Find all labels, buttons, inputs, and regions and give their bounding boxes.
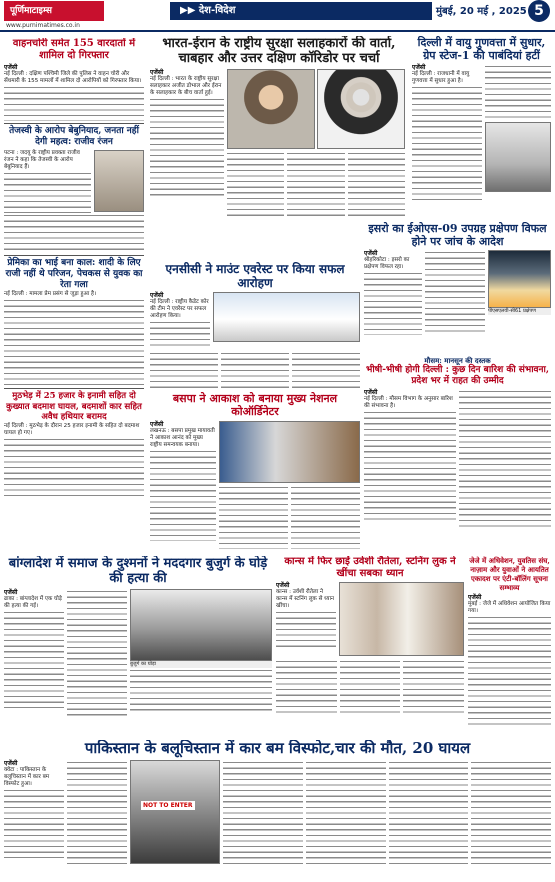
- article-lead: पटना : जदयू के राष्ट्रीय प्रवक्ता राजीव रंजन ने कहा कि तेजस्वी के आरोप बेबुनियाद हैं।: [4, 150, 80, 170]
- byline: एजेंसी: [150, 69, 164, 76]
- byline: एजेंसी: [412, 64, 426, 71]
- article-body: [150, 320, 210, 348]
- page-number: 5: [528, 0, 550, 22]
- article-body: [4, 437, 144, 497]
- byline: एजेंसी: [4, 64, 18, 71]
- isro-story: [364, 222, 551, 352]
- bsp-story: [150, 392, 360, 550]
- jj-story: [468, 556, 551, 736]
- everest-story: [150, 262, 360, 388]
- article-body: [219, 485, 288, 549]
- article-body: [468, 615, 551, 725]
- byline: एजेंसी: [468, 594, 482, 601]
- article-body: [4, 298, 144, 386]
- article-body: [340, 659, 401, 717]
- article-lead: नई दिल्ली : राष्ट्रीय कैडेट कोर की टीम ने एवरेस्ट पर सफल आरोहण किया।: [150, 299, 209, 319]
- article-body: [403, 659, 464, 717]
- everest-team-photo: [213, 292, 360, 342]
- article-body: [276, 659, 337, 717]
- article-lead: नई दिल्ली : मौसम विभाग के अनुसार बारिश की संभावना है।: [364, 396, 453, 409]
- urvashi-photo: [339, 582, 464, 656]
- article-lead: श्रीहरिकोटा : इसरो का प्रक्षेपण विफल रहा।: [364, 257, 410, 270]
- article-body: [4, 213, 144, 253]
- headline-lead: भारत-ईरान के राष्ट्रीय सुरक्षा सलाहकारों की वार्ता, चाबहार और उत्तर दक्षिण कॉरिडोर पर चर्चा: [162, 36, 396, 66]
- headline-pakistan: पाकिस्तान के बलूचिस्तान में कार बम विस्फोट,चार की मौत, 20 घायल: [84, 740, 471, 757]
- article-lead: लखनऊ : बसपा प्रमुख मायावती ने आकाश आनंद को मुख्य राष्ट्रीय समन्वयक बनाया।: [150, 428, 215, 448]
- article-body: [4, 171, 91, 213]
- article-lead: क्वेटा : पाकिस्तान के बलूचिस्तान में कार बम विस्फोट हुआ।: [4, 767, 50, 787]
- article-body: [67, 760, 127, 868]
- byline: एजेंसी: [4, 760, 18, 767]
- headline-isro: इसरो का ईओएस-09 उपग्रह प्रक्षेपण विफल होने पर जांच के आदेश: [368, 222, 547, 248]
- iran-official-photo: [317, 69, 405, 149]
- headline-encounter: मुठभेड़ में 25 हजार के इनामी सहित दो कुख्यात बदमाश घायल, बदमाशों कार सहित अवैध हथियार बरामद: [6, 391, 142, 422]
- headline-cannes: कान्स में फिर छाईं उर्वशी रौतेला, स्टनिंग लुक ने खींचा सबका ध्यान: [284, 556, 456, 579]
- headline-jj: जेजे में अधिवेशन, युवतिस संघ, नाज़ाम और युवाओं ने आयतित एकादश पर एंटी-बॉलिंग सूचना सम्भाव्य: [469, 556, 550, 592]
- blast-photo: [130, 760, 220, 864]
- headline-bangladesh: बांग्लादेश में समाज के दुश्मनों ने मददगार बुजुर्ग के घोड़े की हत्या की: [8, 556, 268, 586]
- article-body: [4, 85, 144, 121]
- article-body: [150, 351, 218, 388]
- article-body: [364, 271, 422, 335]
- article-body: [130, 668, 272, 714]
- smog-photo: [485, 122, 551, 192]
- article-lead: मुंबई : जेजे में अधिवेशन आयोजित किया गया।: [468, 601, 551, 614]
- sign-text: NOT TO ENTER: [143, 802, 193, 809]
- weather-story: [364, 356, 551, 552]
- byline: एजेंसी: [150, 421, 164, 428]
- person-photo: [94, 150, 144, 212]
- bsp-meeting-photo: [219, 421, 360, 483]
- date: मुंबई, 20 मई , 2025: [436, 6, 527, 17]
- divider: [4, 388, 144, 389]
- article-body: [471, 760, 551, 868]
- headline-weather: भीषी-भीषी होगी दिल्ली : कुछ दिन बारिश की संभावना, प्रदेश भर में राहत की उम्मीद: [366, 365, 549, 386]
- article-body: [227, 151, 284, 219]
- byline: एजेंसी: [4, 589, 18, 596]
- article-lead: कान्स : उर्वशी रौतेला ने कान्स में स्टनिंग लुक से ध्यान खींचा।: [276, 589, 335, 609]
- article-lead: नई दिल्ली : राजधानी में वायु गुणवत्ता में सुधार हुआ है।: [412, 71, 470, 84]
- section-label: देश-विदेश: [198, 5, 236, 16]
- article-body: [291, 485, 360, 549]
- delhi-air-story: [412, 36, 551, 220]
- section-title: [170, 2, 432, 20]
- article-body: [459, 389, 551, 529]
- byline: एजेंसी: [150, 292, 164, 299]
- byline: एजेंसी: [364, 250, 378, 257]
- byline: एजेंसी: [364, 389, 378, 396]
- article-body: [425, 250, 485, 332]
- photo-caption: बुजुर्ग का घोड़ा: [130, 661, 272, 668]
- article-body: [150, 97, 224, 197]
- headline-vehicle-theft: वाहनचोरी समेत 155 वारदातों में शामिल दो गिरफ्तार: [12, 38, 136, 61]
- article-lead: ढाका : बांग्लादेश में एक घोड़े की हत्या की गई।: [4, 596, 62, 609]
- article-body: [4, 788, 64, 858]
- doval-photo: [227, 69, 315, 149]
- article-body: [4, 610, 64, 708]
- cannes-story: [276, 556, 464, 736]
- rocket-launch-photo: [488, 250, 551, 308]
- bangladesh-story: [4, 556, 272, 736]
- article-lead: नई दिल्ली : मामला प्रेम प्रसंग से जुड़ा हुआ है।: [4, 291, 97, 297]
- divider: [4, 255, 144, 256]
- article-body: [292, 351, 360, 388]
- article-body: [150, 449, 216, 541]
- horse-photo: [130, 589, 272, 661]
- headline-weather-kicker: मौसम: मानसून की दस्तक: [424, 356, 491, 365]
- article-body: [306, 760, 386, 868]
- photo-caption: पीएसएलवी-सी61 प्रक्षेपण: [488, 308, 551, 315]
- byline: एजेंसी: [276, 582, 290, 589]
- article-body: [485, 64, 551, 122]
- headline-delhi-air: दिल्ली में वायु गुणवत्ता में सुधार, ग्रेप स्टेज-1 की पाबंदियां हटीं: [417, 36, 546, 62]
- headline-everest: एनसीसी ने माउंट एवरेस्ट पर किया सफल आरोहण: [165, 262, 345, 290]
- play-icon: ▶▶: [180, 5, 199, 16]
- pakistan-story: [4, 740, 551, 880]
- article-lead: नई दिल्ली : भारत के राष्ट्रीय सुरक्षा सलाहकार अजीत डोभाल और ईरान के सलाहकार के बीच वार्ता हुई।: [150, 76, 222, 96]
- article-body: [67, 589, 127, 717]
- article-body: [389, 760, 469, 868]
- headline-tejashwi: तेजस्वी के आरोप बेबुनियाद, जनता नहीं देगी महत्व: राजीव रंजन: [9, 126, 139, 147]
- divider: [4, 123, 144, 124]
- brand-name: पूर्णिमाटाइम्स: [4, 1, 104, 21]
- article-body: [276, 610, 336, 650]
- article-body: [412, 85, 482, 203]
- left-column: [4, 38, 144, 562]
- article-body: [364, 410, 456, 520]
- article-body: [221, 351, 289, 388]
- article-body: [223, 760, 303, 868]
- headline-murder: प्रेमिका का भाई बना काल: शादी के लिए राजी नहीं थे परिजन, पेचकस से युवक का रेता गला: [5, 258, 143, 290]
- headline-bsp: बसपा ने आकाश को बनाया मुख्य नेशनल कोऑर्डिनेटर: [172, 392, 338, 418]
- article-lead: नई दिल्ली : दक्षिण पश्चिमी जिले की पुलिस ने वाहन चोरी और सेंधमारी के 155 मामलों में शामिल दो आरोपियों को गिरफ्तार किया।: [4, 71, 142, 84]
- masthead: [0, 0, 555, 32]
- article-lead: नई दिल्ली : मुठभेड़ के दौरान 25 हजार इनामी के सहित दो बदमाश घायल हो गए।: [4, 422, 140, 436]
- article-body: [348, 151, 405, 219]
- article-body: [287, 151, 344, 219]
- header-rule: [0, 30, 555, 32]
- site-url[interactable]: www.purnimatimes.co.in: [6, 22, 80, 29]
